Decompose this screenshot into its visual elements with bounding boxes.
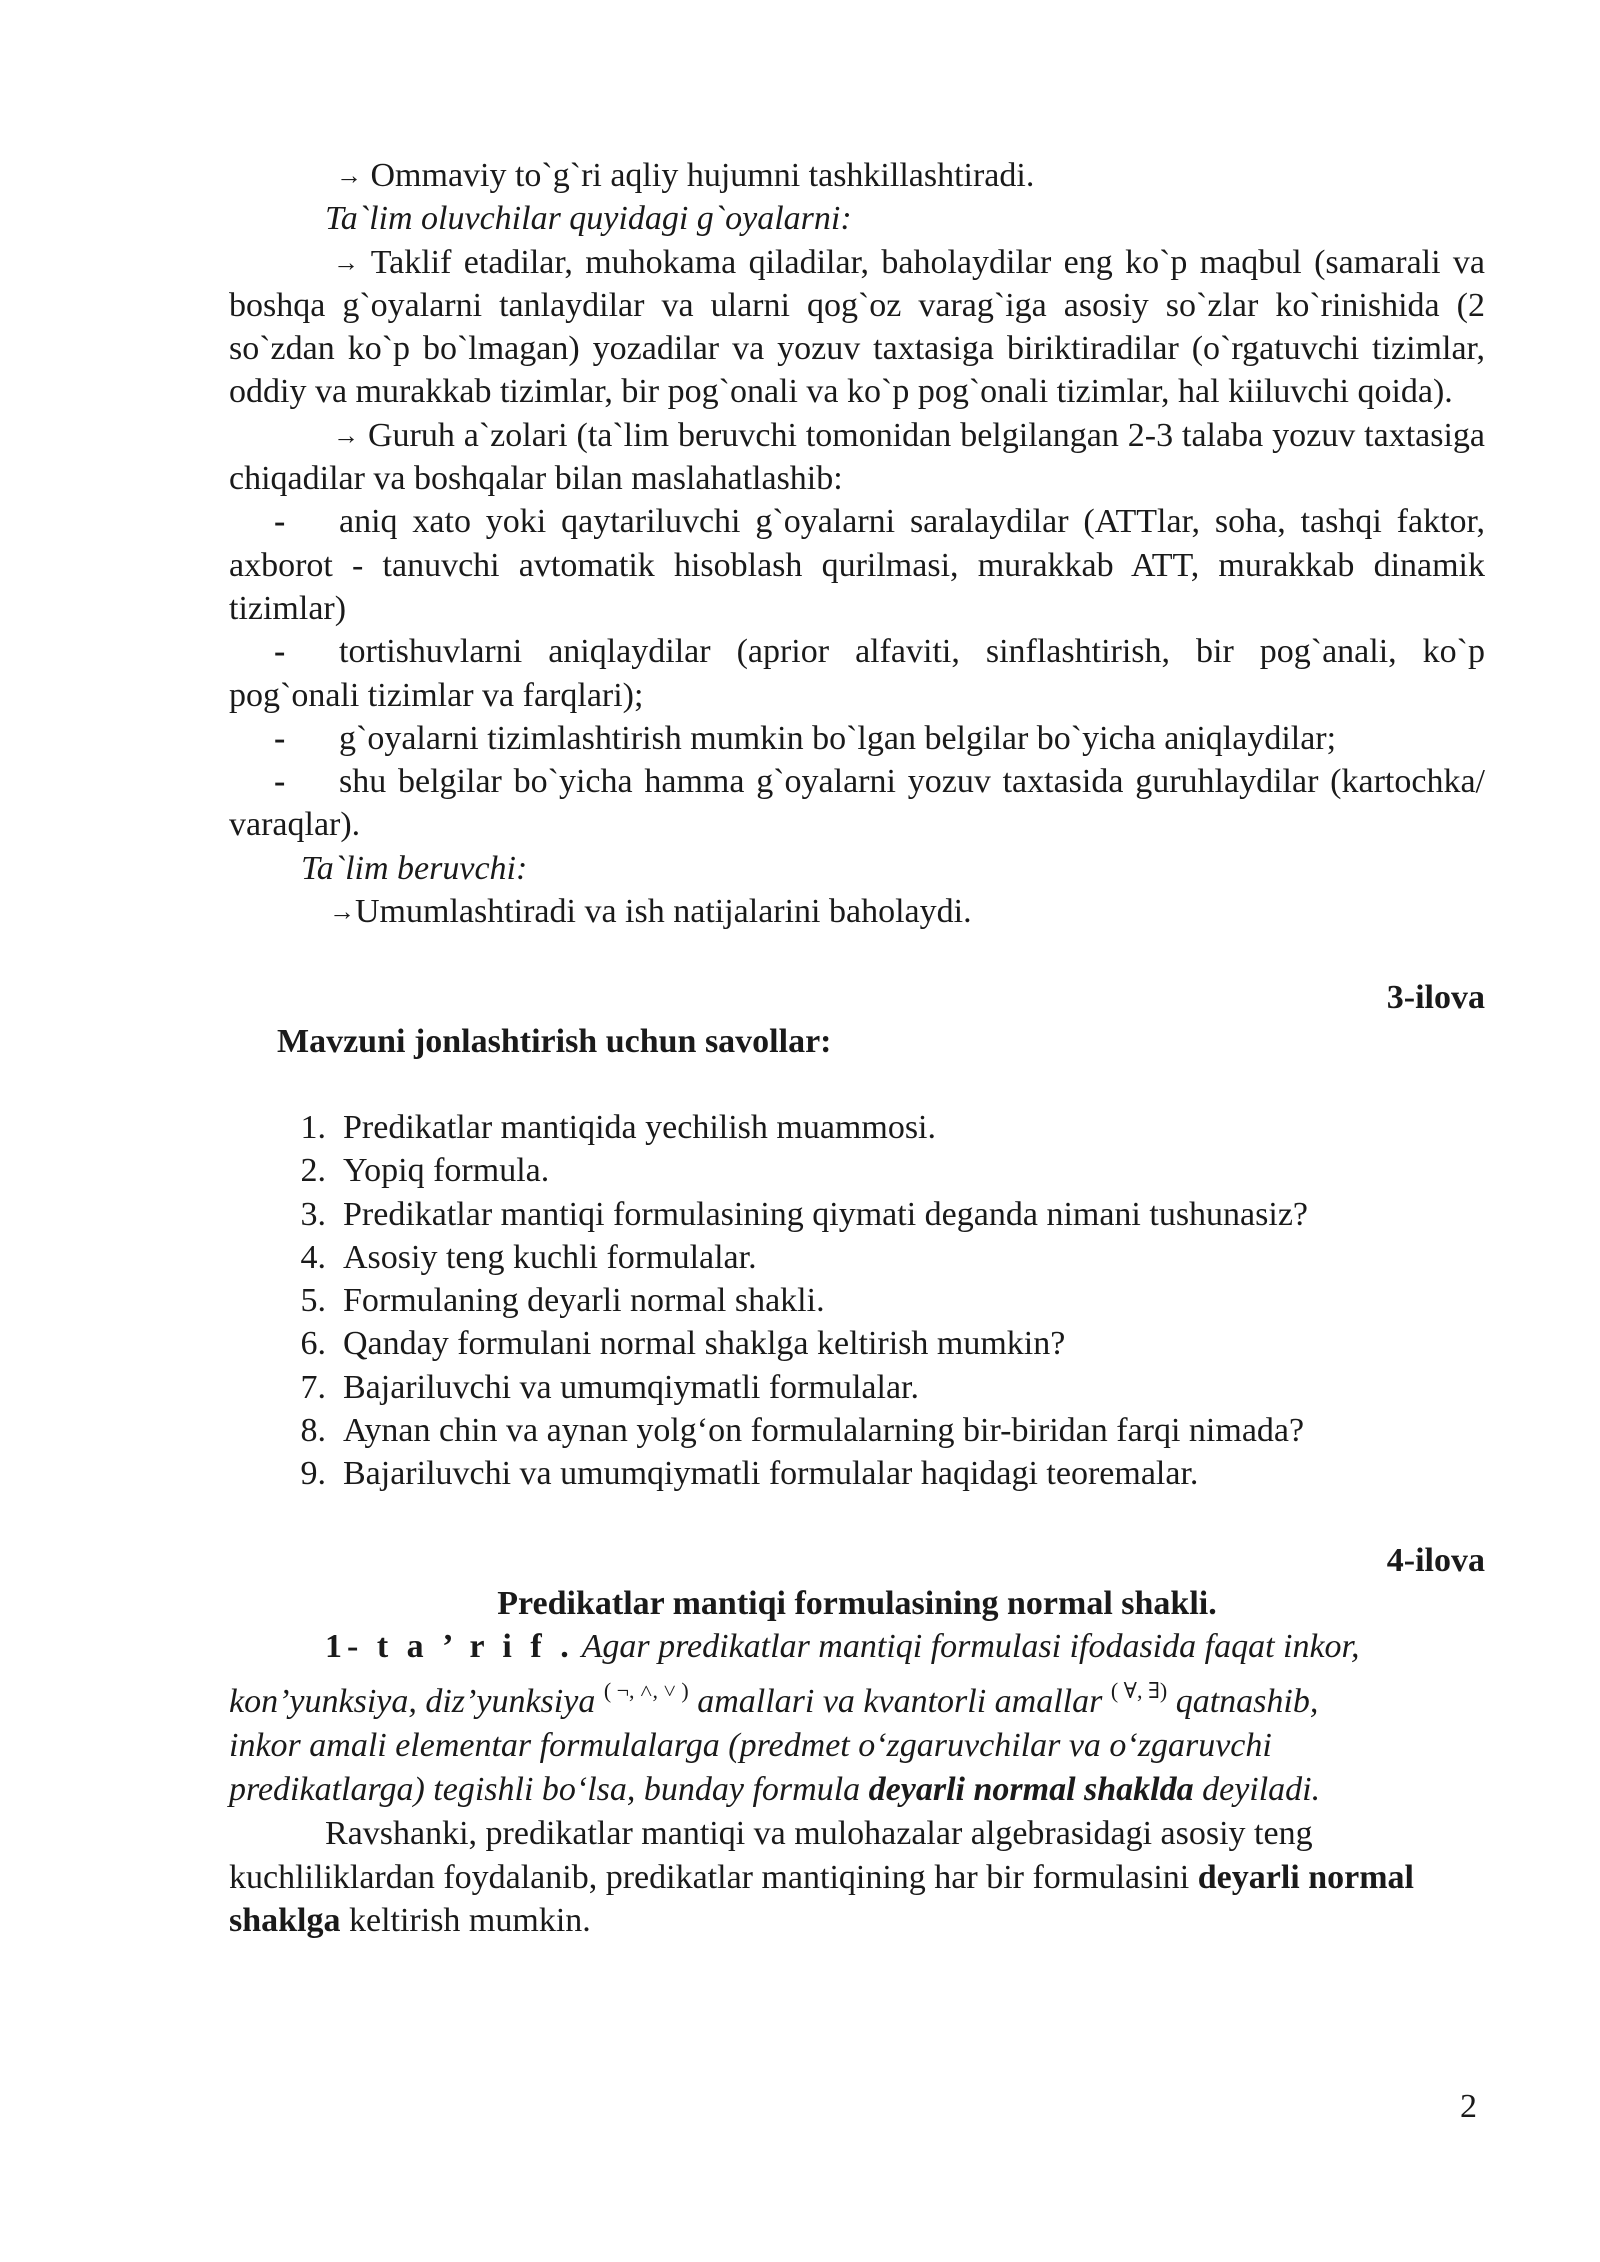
arrow-icon: → [333, 247, 359, 277]
conclusion-paragraph: Ravshanki, predikatlar mantiqi va mulohazalar algebrasidagi asosiy teng kuchliliklardan foydalanib, predikatlar mantiqining har bir formulasini deyarli normal shaklga keltirish mumkin. [229, 1815, 1414, 1939]
question-item: 8. Aynan chin va aynan yolg‘on formulalarning bir-biridan farqi nimada? [300, 1412, 1305, 1450]
intro-paragraph-2: → Guruh a`zolari (ta`lim beruvchi tomonidan belgilangan 2-3 talaba yozuv taxtasiga chiqadilar va boshqalar bilan maslahatlashib: [229, 416, 1485, 498]
question-item: 5. Formulaning deyarli normal shakli. [300, 1282, 825, 1320]
question-item: 7. Bajariluvchi va umumqiymatli formulalar. [300, 1368, 919, 1406]
appendix-4-title: Predikatlar mantiqi formulasining normal shakli. [497, 1584, 1217, 1622]
question-item: 2. Yopiq formula. [300, 1152, 550, 1190]
students-heading: Ta`lim oluvchilar quyidagi g`oyalarni: [325, 200, 852, 238]
page-number: 2 [1460, 2088, 1477, 2125]
dash-item: - tortishuvlarni aniqlaydilar (aprior alfaviti, sinflashtirish, bir pog`anali, ko`p pog`onali tizimlar va farqlari); [229, 630, 1485, 717]
arrow-icon: → [333, 420, 359, 450]
question-item: 1. Predikatlar mantiqida yechilish muammosi. [300, 1108, 936, 1146]
dash-list [229, 500, 1485, 846]
question-item: 6. Qanday formulani normal shaklga keltirish mumkin? [300, 1325, 1066, 1363]
teacher-heading: Ta`lim beruvchi: [301, 849, 528, 887]
arrow-icon: → [336, 161, 362, 190]
dash-bullet: - [274, 763, 286, 801]
teacher-line: →Umumlashtiradi va ish natijalarini baholaydi. [329, 893, 972, 931]
dash-item: - g`oyalarni tizimlashtirish mumkin bo`lgan belgilar bo`yicha aniqlaydilar; [229, 717, 1485, 760]
appendix-3-title: Mavzuni jonlashtirish uchun savollar: [277, 1022, 832, 1060]
question-item: 9. Bajariluvchi va umumqiymatli formulalar haqidagi teoremalar. [300, 1455, 1199, 1493]
dash-item: - aniq xato yoki qaytariluvchi g`oyalarni saralaydilar (ATTlar, soha, tashqi faktor, axborot - tanuvchi avtomatik hisoblash qurilmasi, murakkab ATT, murakkab dinamik tizimlar) [229, 500, 1485, 630]
dash-bullet: - [274, 633, 286, 671]
quantifier-operators: ( ∀, ∃) [1110, 1678, 1168, 1704]
question-item: 3. Predikatlar mantiqi formulasining qiymati deganda nimani tushunasiz? [300, 1195, 1308, 1233]
dash-bullet: - [274, 503, 286, 541]
dash-item: - shu belgilar bo`yicha hamma g`oyalarni yozuv taxtasida guruhlaydilar (kartochka/ varaqlar). [229, 760, 1485, 847]
question-item: 4. Asosiy teng kuchli formulalar. [300, 1238, 757, 1276]
definition-label: 1- t a ’ r i f . [325, 1628, 574, 1666]
arrow-icon: → [329, 897, 355, 927]
intro-line-1: → Ommaviy to`g`ri aqliy hujumni tashkillashtiradi. [336, 157, 1035, 194]
intro-paragraph-1: → Taklif etadilar, muhokama qiladilar, baholaydilar eng ko`p maqbul (samarali va boshqa g`oyalarni tanlaydilar va ularni qog`oz varag`iga asosiy so`zlar ko`rinishida (2 so`zdan ko`p bo`lmagan) yozadilar va yozuv taxtasiga biriktiradilar (o`rgatuvchi tizimlar, oddiy va murakkab tizimlar, bir pog`onali va ko`p pog`onali tizimlar, hal kiiluvchi qoida). [229, 243, 1485, 411]
questions-list [229, 1106, 1485, 1496]
appendix-4-label: 4-ilova [1386, 1541, 1485, 1579]
appendix-3-label: 3-ilova [1386, 979, 1485, 1017]
document-page [229, 154, 1485, 1942]
logic-operators: ( ¬, ˄, ˅ ) [603, 1678, 689, 1704]
dash-bullet: - [274, 719, 286, 757]
definition-paragraph: 1- t a ’ r i f . Agar predikatlar mantiqi formulasi ifodasida faqat inkor, kon’yunksiya, diz’yunksiya ( ¬, ˄, ˅ ) amallari va kvantorli amallar ( ∀, ∃) qatnashib, inkor amali elementar formulalarga (predmet o‘zgaruvchilar va o‘zgaruvchi predikatlarga) tegishli bo‘lsa, bunday formula deyarli normal shaklda deyiladi. [229, 1628, 1360, 1809]
